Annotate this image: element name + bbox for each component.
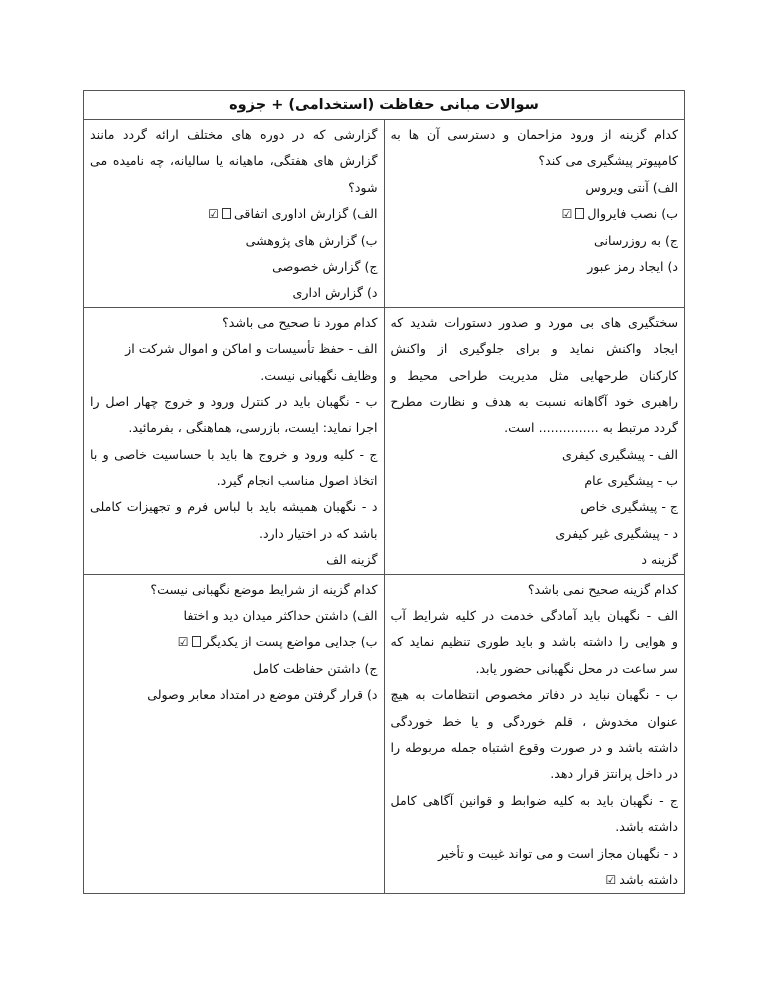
page-title: سوالات مبانی حفاظت (استخدامی) + جزوه [84, 91, 685, 120]
question-line [90, 336, 378, 362]
question-cell-right [384, 307, 685, 574]
question-cell-right [384, 120, 685, 308]
question-line [90, 656, 378, 682]
line-text: ب - نگهبان نباید در دفاتر مخصوص انتظامات به هیچ [390, 687, 678, 703]
question-row [84, 120, 685, 308]
question-line [391, 656, 679, 682]
question-line [391, 682, 679, 708]
line-text: باشد که در اختیار دارد. [258, 525, 378, 541]
question-line [391, 867, 679, 893]
question-line [90, 122, 378, 148]
line-text: سختگیری های بی مورد و صدور دستورات شدید که [390, 314, 678, 330]
checkmark-icon: ☑ [208, 207, 219, 222]
question-line [391, 228, 679, 254]
line-text: شود؟ [348, 179, 378, 195]
line-text: ج - کلیه ورود و خروج ها باید با حساسیت خاصی و با [90, 446, 378, 462]
line-text: اجرا نماید: ایست، بازرسی، هماهنگی ، بفرمائید. [128, 420, 378, 436]
line-text: ایجاد واکنش نماید و برای جلوگیری از واکنش [390, 341, 678, 357]
empty-box-icon [575, 208, 584, 219]
question-cell-left [84, 120, 385, 308]
question-line [90, 442, 378, 468]
line-text: و هوایی را داشته باشد و باید طوری تنظیم نماید که [390, 634, 678, 650]
line-text: کدام مورد نا صحیح می باشد؟ [222, 314, 378, 330]
line-text: داشته باشد [619, 871, 678, 887]
question-cell-right [384, 574, 685, 894]
line-text: راهبری خود آگاهانه نسبت به هدف و نظارت مطرح [390, 393, 678, 409]
question-line [90, 280, 378, 306]
question-line [391, 521, 679, 547]
line-text: الف - نگهبان باید آمادگی خدمت در کلیه شرایط آب [390, 608, 678, 624]
line-text: وظایف نگهبانی نیست. [260, 367, 378, 383]
line-text: کامپیوتر پیشگیری می کند؟ [538, 153, 678, 169]
line-text: کدام گزینه از شرایط موضع نگهبانی نیست؟ [150, 581, 378, 597]
checkmark-icon: ☑ [177, 635, 189, 650]
line-text: د - پیشگیری غیر کیفری [555, 525, 678, 541]
line-text: داشته باشد و در صورت وقوع اشتباه جمله مربوطه را [390, 739, 678, 755]
question-line [90, 228, 378, 254]
line-text: ب - پیشگیری عام [584, 473, 678, 489]
line-text: گزارشی که در دوره های مختلف ارائه گردد مانند [90, 127, 378, 142]
line-text: گزینه الف [326, 552, 378, 568]
question-line [391, 415, 679, 441]
checkmark-icon: ☑ [561, 207, 573, 222]
question-line [391, 201, 679, 227]
question-line [391, 310, 679, 336]
checkmark-icon: ☑ [605, 872, 617, 887]
question-cell-left [84, 574, 385, 894]
line-text: د) گزارش اداری [292, 285, 378, 301]
line-text: ج) گزارش خصوصی [272, 258, 378, 274]
line-text: اتخاذ اصول مناسب انجام گیرد. [216, 473, 378, 489]
question-line [391, 814, 679, 840]
line-text: الف) آنتی ویروس [585, 179, 678, 195]
line-text: ج) داشتن حفاظت کامل [252, 660, 378, 676]
question-line [391, 254, 679, 280]
question-line [90, 629, 378, 655]
line-text: کدام گزینه از ورود مزاحمان و دسترسی آن ها به [390, 127, 678, 142]
question-line [391, 603, 679, 629]
line-text: الف - پیشگیری کیفری [561, 446, 678, 462]
question-line [90, 389, 378, 415]
line-text: ج - پیشگیری خاص [580, 499, 678, 515]
question-line [391, 735, 679, 761]
question-line [90, 310, 378, 336]
question-line [90, 175, 378, 201]
line-text: سر ساعت در محل نگهبانی حضور یابد. [475, 660, 678, 676]
line-text: در داخل پرانتز قرار دهد. [550, 766, 678, 782]
question-line [90, 415, 378, 441]
question-line [391, 577, 679, 603]
line-text: الف - حفظ تأسیسات و اماکن و اموال شرکت از [125, 341, 378, 357]
question-line [90, 468, 378, 494]
question-line [90, 201, 378, 227]
line-text: گزینه د [641, 552, 678, 568]
question-line [391, 761, 679, 787]
line-text: ج - نگهبان باید به کلیه ضوابط و قوانین آگاهی کامل [390, 792, 678, 808]
question-line [391, 148, 679, 174]
question-line [391, 709, 679, 735]
question-line [90, 148, 378, 174]
line-text: الف) گزارش اداوری اتفاقی [233, 206, 378, 222]
question-line [391, 841, 679, 867]
line-text: ب) نصب فایروال [587, 206, 678, 222]
question-line [90, 494, 378, 520]
question-line [391, 629, 679, 655]
question-line [90, 577, 378, 603]
line-text: ج) به روزرسانی [593, 232, 678, 248]
question-line [90, 547, 378, 573]
question-line [391, 468, 679, 494]
question-line [391, 389, 679, 415]
line-text: ب - نگهبان باید در کنترل ورود و خروج چهار اصل را [90, 393, 378, 409]
question-line [90, 521, 378, 547]
line-text: د) ایجاد رمز عبور [587, 258, 678, 274]
line-text: الف) داشتن حداکثر میدان دید و اختفا [183, 608, 378, 624]
questions-table [83, 90, 685, 894]
line-text: گردد مرتبط به ............... است. [504, 420, 678, 436]
line-text: د) قرار گرفتن موضع در امتداد معابر وصولی [147, 687, 378, 703]
question-line [391, 175, 679, 201]
empty-box-icon [192, 636, 201, 647]
question-row [84, 574, 685, 894]
question-line [391, 122, 679, 148]
question-line [391, 788, 679, 814]
line-text: ب) گزارش های پژوهشی [245, 232, 378, 248]
question-line [391, 547, 679, 573]
question-line [391, 494, 679, 520]
line-text: د - نگهبان مجاز است و می تواند غیبت و تأخیر [437, 845, 678, 861]
question-line [391, 336, 679, 362]
question-line [90, 603, 378, 629]
title-row [84, 91, 685, 120]
question-line [90, 363, 378, 389]
line-text: عنوان مخدوش ، قلم خوردگی و یا خط خوردگی [390, 713, 678, 729]
line-text: کارکنان طرحهایی مثل مدیریت طراحی محیط و [390, 367, 678, 383]
question-line [90, 254, 378, 280]
question-line [391, 363, 679, 389]
line-text: گزارش های هفتگی، ماهیانه یا سالیانه، چه نامیده می [90, 153, 378, 169]
empty-box-icon [222, 208, 231, 219]
line-text: ب) جدایی مواضع پست از یکدیگر [203, 634, 378, 650]
line-text: داشته باشد. [615, 819, 678, 835]
question-cell-left [84, 307, 385, 574]
question-line [391, 442, 679, 468]
question-line [90, 682, 378, 708]
question-row [84, 307, 685, 574]
line-text: د - نگهبان همیشه باید با لباس فرم و تجهیزات کاملی [90, 499, 378, 515]
line-text: کدام گزینه صحیح نمی باشد؟ [527, 581, 678, 597]
